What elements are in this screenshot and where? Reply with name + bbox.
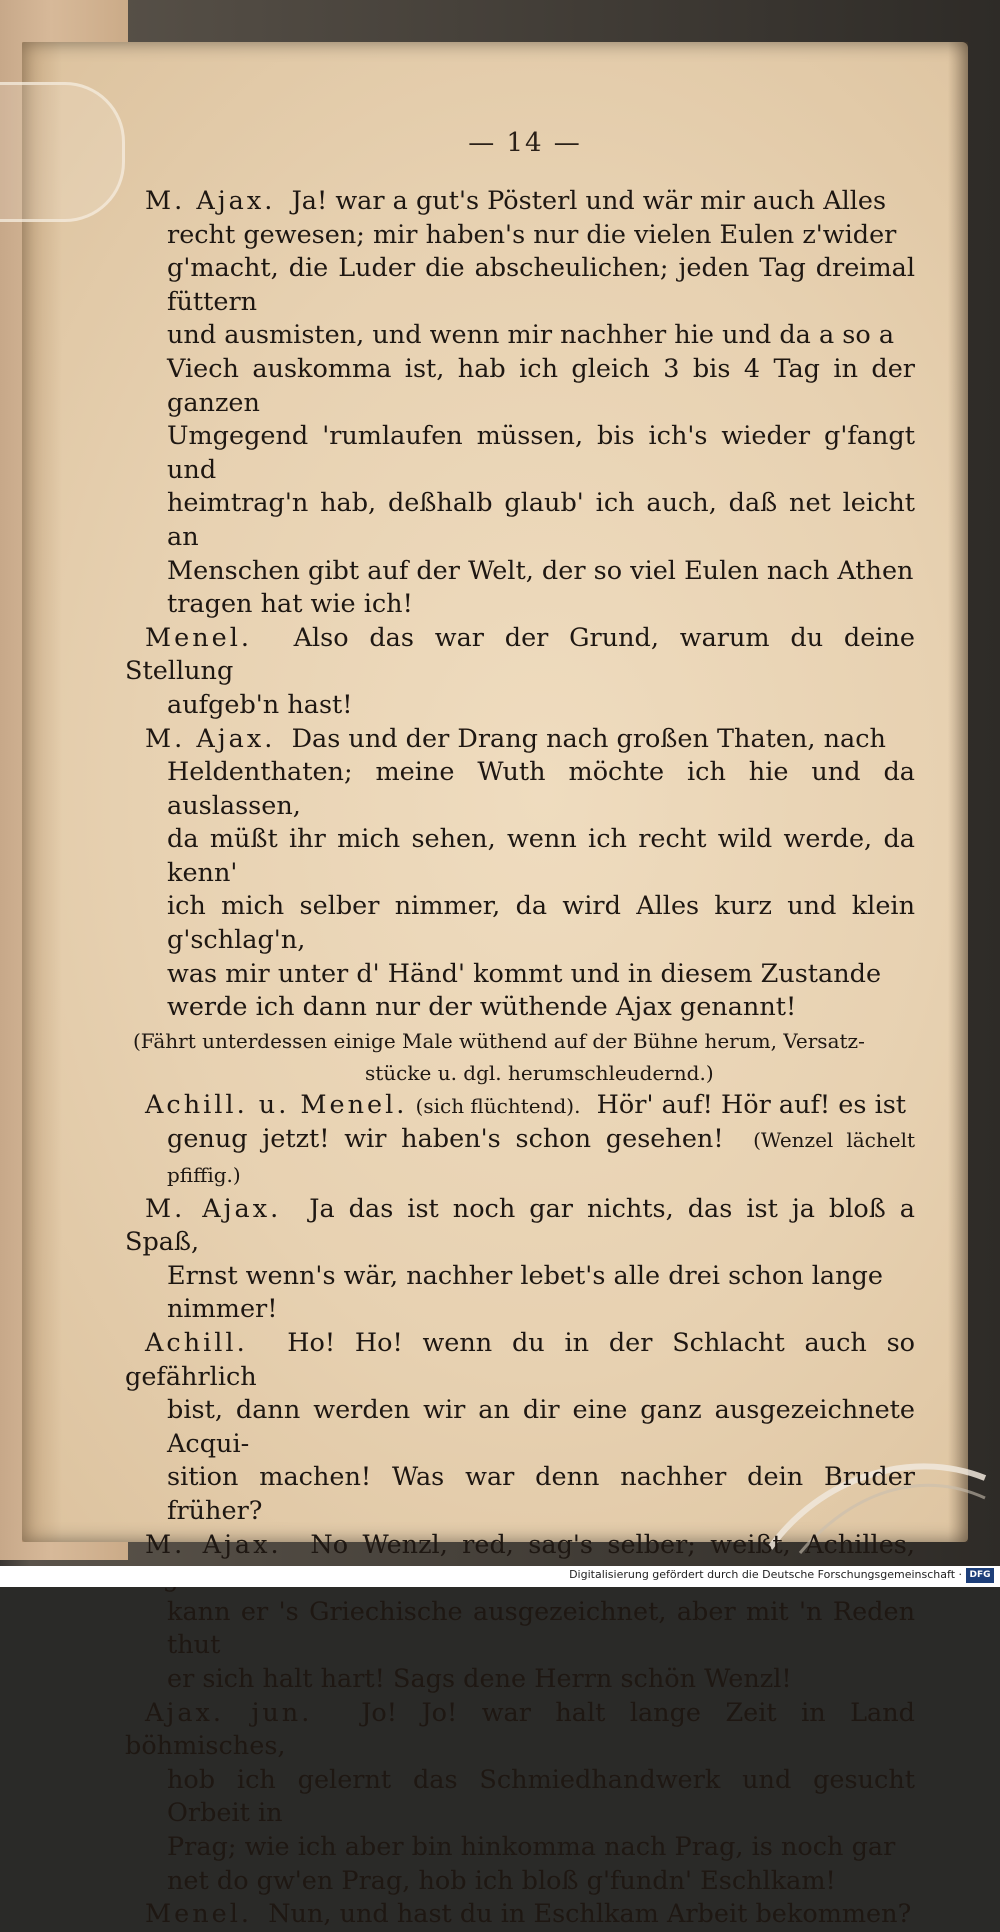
stage-direction-line: stücke u. dgl. herumschleudernd.)	[365, 1060, 714, 1085]
dialogue-line: net do gw'en Prag, hob ich bloß g'fundn' Eschlkam!	[167, 1865, 836, 1896]
dialogue-entry	[125, 185, 915, 622]
dfg-logo: DFG	[966, 1568, 994, 1583]
dialogue-text	[125, 185, 915, 1932]
dialogue-line: Also das war der Grund, warum du deine Stellung	[125, 622, 915, 687]
dialogue-entry	[125, 1529, 915, 1697]
stage-direction-line: (Fährt unterdessen einige Male wüthend auf der Bühne herum, Versatz-	[133, 1028, 865, 1053]
dialogue-entry	[125, 723, 915, 1025]
dialogue-line: Nun, und hast du in Eschlkam Arbeit bekommen?	[268, 1899, 912, 1930]
dialogue-entry	[125, 1898, 915, 1932]
dialogue-line: da müßt ihr mich sehen, wenn ich recht wild werde, da kenn'	[167, 824, 915, 888]
page-number: — 14 —	[468, 128, 582, 158]
dialogue-line: werde ich dann nur der wüthende Ajax genannt!	[167, 992, 797, 1023]
page-gutter-shadow	[22, 42, 62, 1542]
dialogue-line: Jo! Jo! war halt lange Zeit in Land böhmisches,	[125, 1697, 915, 1762]
dialogue-line: Heldenthaten; meine Wuth möchte ich hie und da auslassen,	[167, 757, 915, 821]
dialogue-line: hob ich gelernt das Schmiedhandwerk und gesucht Orbeit in	[167, 1764, 915, 1829]
dialogue-entry	[125, 1089, 915, 1193]
speaker-name: Menel.	[145, 622, 252, 653]
dialogue-line: kann er 's Griechische ausgezeichnet, aber mit 'n Reden thut	[167, 1596, 915, 1661]
dialogue-line: recht gewesen; mir haben's nur die vielen Eulen z'wider	[167, 219, 897, 250]
dialogue-line: ich mich selber nimmer, da wird Alles kurz und klein g'schlag'n,	[167, 891, 915, 956]
dialogue-line: Ho! Ho! wenn du in der Schlacht auch so gefährlich	[125, 1328, 916, 1392]
dialogue-line: Ja! war a gut's Pösterl und wär mir auch Alles	[291, 186, 887, 216]
dialogue-line: No Wenzl, red, sag's selber; weißt, Achilles,	[310, 1529, 915, 1560]
speaker-name: M. Ajax.	[145, 186, 276, 216]
page-clip-top	[0, 82, 125, 222]
dialogue-line: sition machen! Was war denn nachher dein Bruder früher?	[167, 1462, 915, 1526]
speaker-name: Menel.	[145, 1899, 252, 1930]
speaker-name: Achill.	[145, 1328, 248, 1358]
dialogue-line: was mir unter d' Händ' kommt und in diesem Zustande	[167, 958, 882, 989]
dialogue-line: Umgegend 'rumlaufen müssen, bis ich's wieder g'fangt und	[167, 421, 915, 485]
stage-direction	[125, 1025, 915, 1089]
dialogue-line: aufgeb'n hast!	[167, 689, 353, 720]
dialogue-line: er sich halt hart! Sags dene Herrn schön Wenzl!	[167, 1663, 792, 1694]
speaker-name: M. Ajax.	[145, 723, 276, 754]
dialogue-line: und ausmisten, und wenn mir nachher hie und da a so a	[167, 320, 895, 351]
dialogue-line: nimmer!	[167, 1294, 278, 1325]
page-right-shadow	[948, 42, 968, 1542]
dialogue-line: Hör' auf! Hör auf! es ist	[596, 1089, 907, 1120]
speaker-name: Ajax. jun.	[145, 1697, 313, 1728]
speaker-name: M. Ajax.	[145, 1529, 282, 1560]
speaker-name: M. Ajax.	[145, 1193, 282, 1224]
dialogue-line: g'macht, die Luder die abscheulichen; jeden Tag dreimal füttern	[167, 253, 915, 317]
dialogue-line: Ernst wenn's wär, nachher lebet's alle drei schon lange	[167, 1260, 883, 1291]
dialogue-line: genug jetzt! wir haben's schon gesehen!	[167, 1124, 724, 1155]
dialogue-line: Viech auskomma ist, hab ich gleich 3 bis 4 Tag in der ganzen	[167, 353, 915, 418]
dialogue-line: bist, dann werden wir an dir eine ganz ausgezeichnete Acqui-	[167, 1395, 915, 1459]
dialogue-line: heimtrag'n hab, deßhalb glaub' ich auch, daß net leicht an	[167, 488, 915, 552]
dialogue-line: Das und der Drang nach großen Thaten, nach	[291, 723, 886, 754]
dialogue-line: Prag; wie ich aber bin hinkomma nach Prag, is noch gar	[167, 1831, 896, 1862]
dialogue-entry	[125, 1327, 915, 1529]
dialogue-entry	[125, 1697, 915, 1899]
stage-note: (Wenzel lächelt pfiffig.)	[167, 1128, 915, 1188]
dialogue-line: tragen hat wie ich!	[167, 589, 413, 620]
dialogue-line: Menschen gibt auf der Welt, der so viel Eulen nach Athen	[167, 555, 914, 586]
dialogue-line: Ja das ist noch gar nichts, das ist ja bloß a Spaß,	[125, 1193, 915, 1258]
speaker-name: Achill. u. Menel.	[145, 1089, 408, 1120]
dialogue-entry	[125, 622, 915, 723]
dialogue-entry	[125, 1193, 915, 1327]
funding-notice: Digitalisierung gefördert durch die Deutsche Forschungsgemeinschaft ·	[569, 1568, 962, 1581]
stage-note: (sich flüchtend).	[415, 1093, 581, 1118]
